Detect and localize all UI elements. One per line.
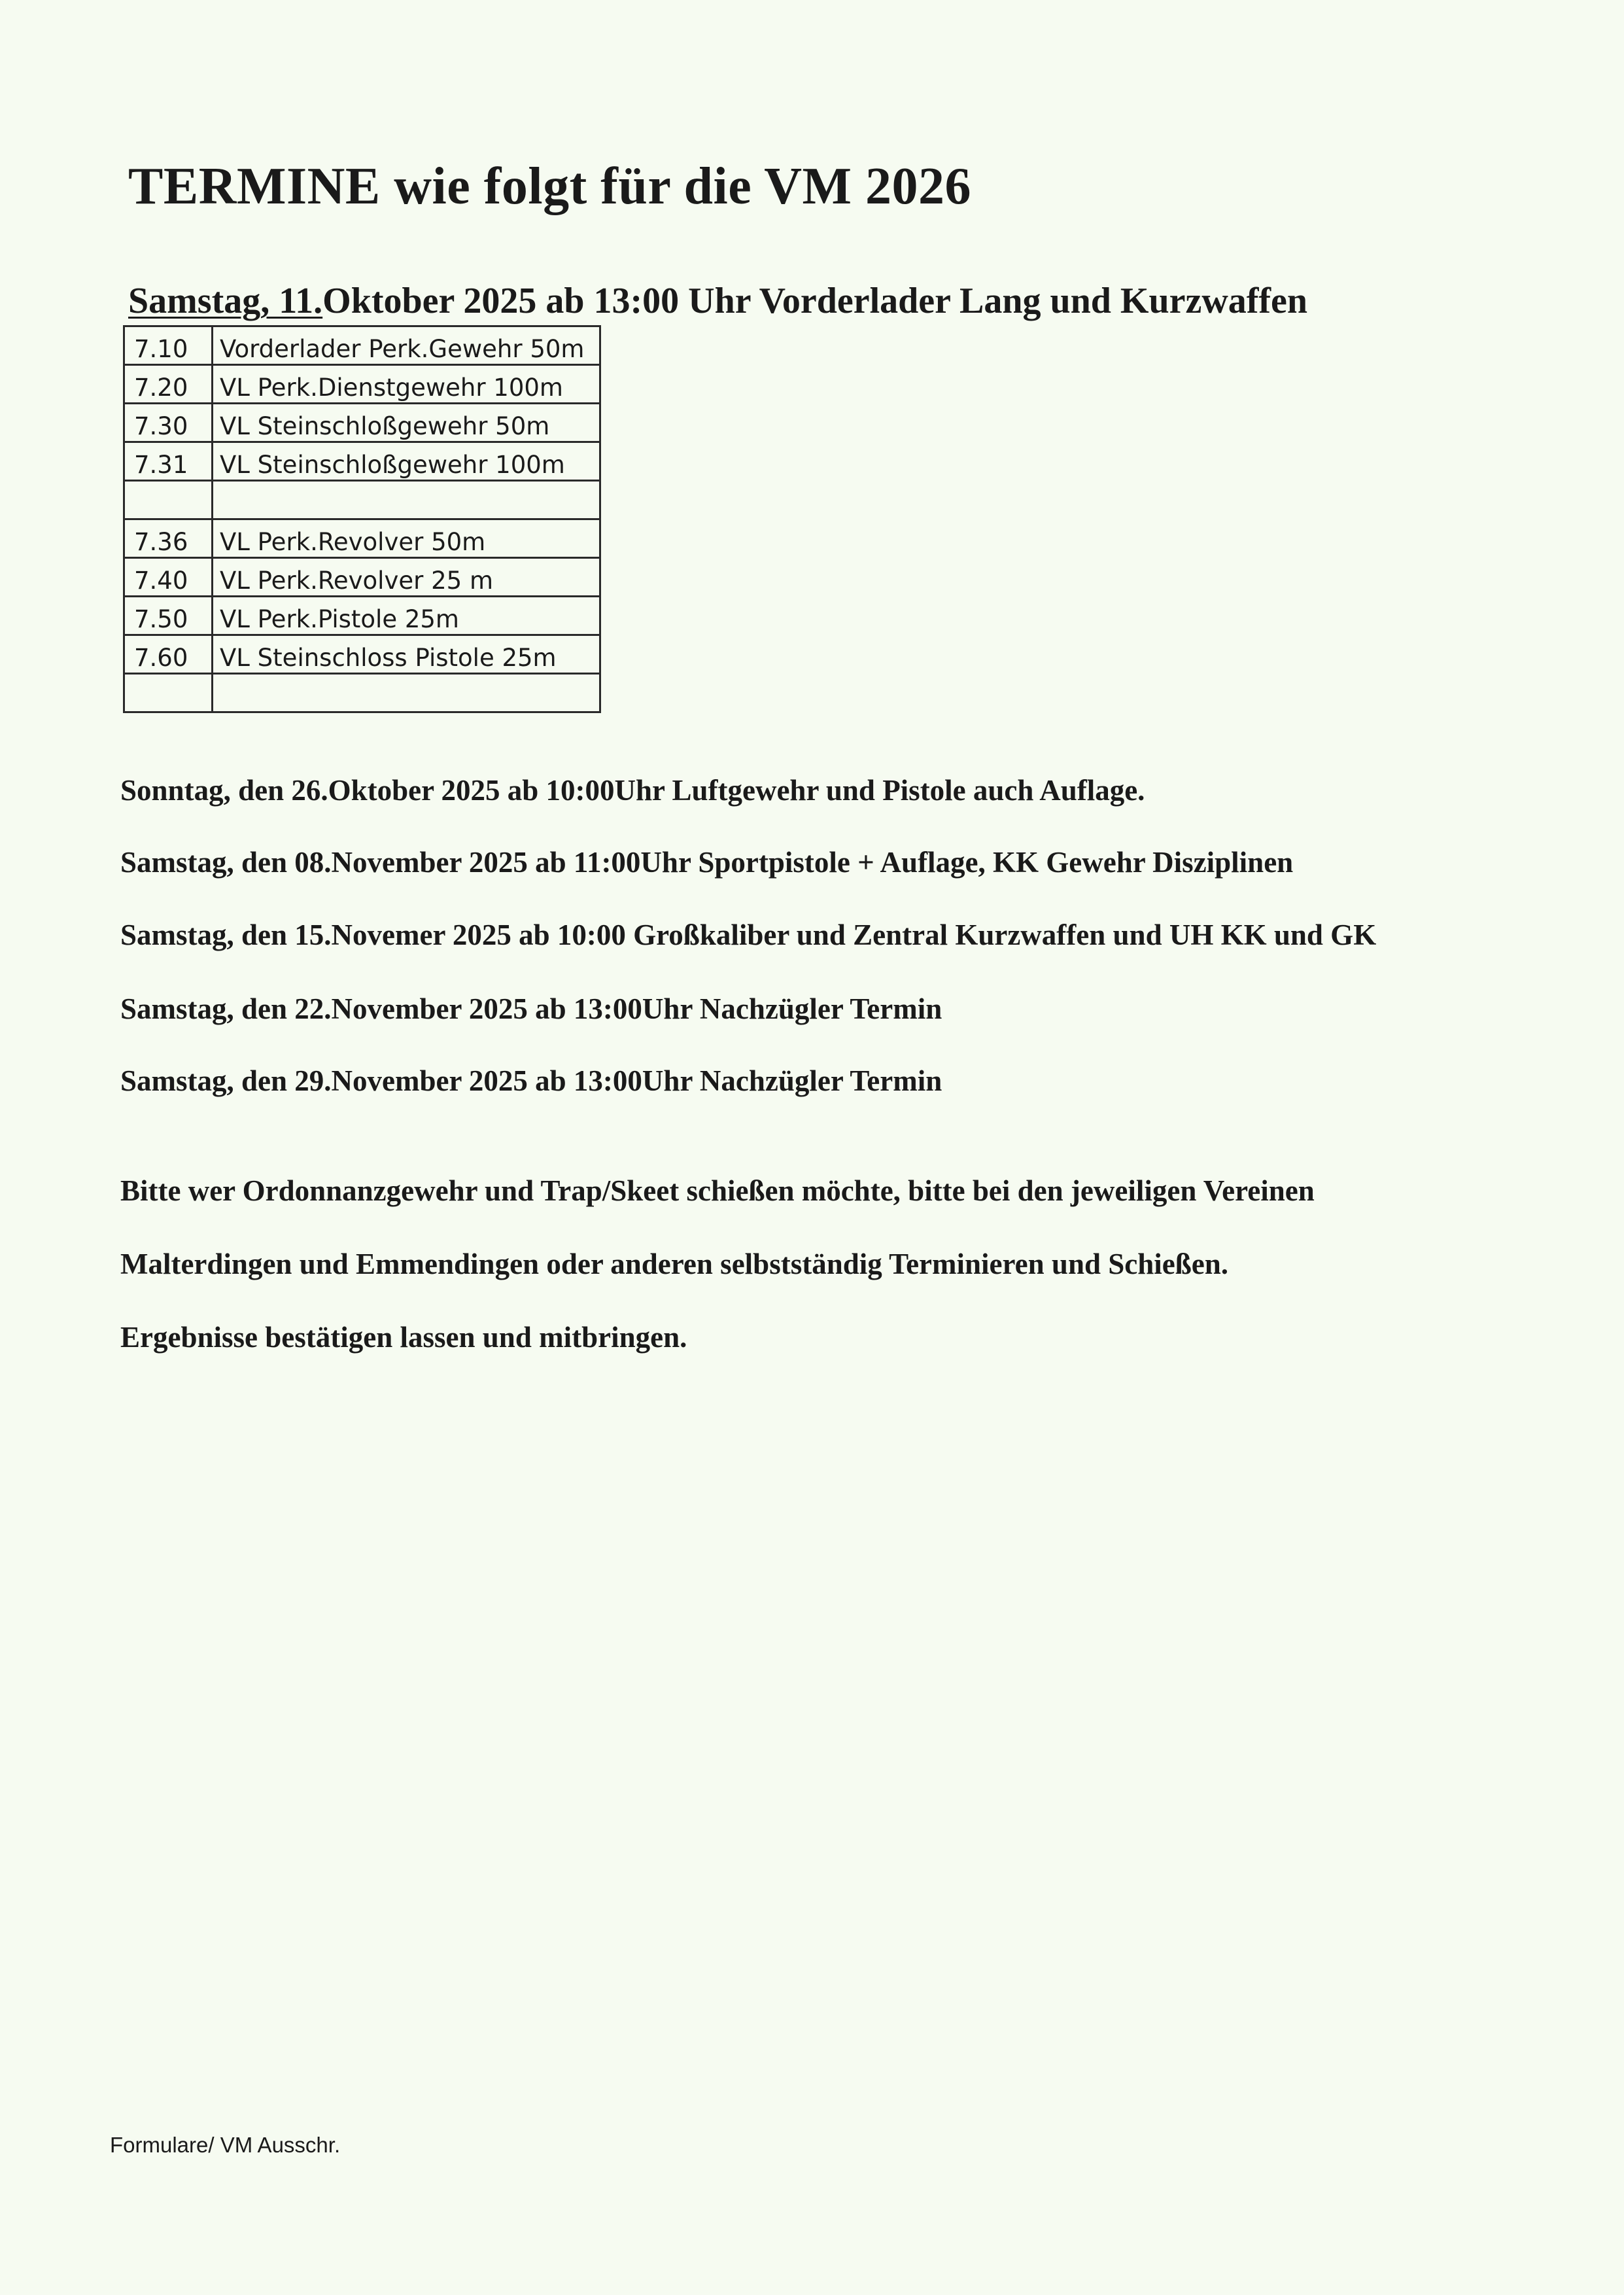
discipline-code: 7.10 — [124, 326, 213, 365]
date-line: Samstag, den 22.November 2025 ab 13:00Uhr Nachzügler Termin — [120, 992, 942, 1025]
discipline-name — [213, 481, 600, 519]
table-row — [124, 519, 600, 558]
date-line: Samstag, den 08.November 2025 ab 11:00Uhr Sportpistole + Auflage, KK Gewehr Disziplinen — [120, 846, 1294, 879]
date-line: Samstag, den 15.Novemer 2025 ab 10:00 Großkaliber und Zentral Kurzwaffen und UH KK und GK — [120, 919, 1377, 951]
table-row — [124, 442, 600, 481]
discipline-name: VL Steinschloßgewehr 50m — [213, 404, 600, 442]
table-row-empty — [124, 481, 600, 519]
discipline-name: VL Perk.Revolver 25 m — [213, 558, 600, 597]
note-line: Ergebnisse bestätigen lassen und mitbringen. — [120, 1321, 687, 1354]
discipline-code — [124, 481, 213, 519]
discipline-code: 7.50 — [124, 597, 213, 635]
date-line: Samstag, den 29.November 2025 ab 13:00Uhr Nachzügler Termin — [120, 1064, 942, 1097]
table-row — [124, 326, 600, 365]
footer-text: Formulare/ VM Ausschr. — [110, 2133, 341, 2157]
discipline-code: 7.36 — [124, 519, 213, 558]
table-row — [124, 365, 600, 404]
discipline-name: VL Perk.Pistole 25m — [213, 597, 600, 635]
table-row — [124, 597, 600, 635]
discipline-code: 7.31 — [124, 442, 213, 481]
table-row-empty — [124, 674, 600, 712]
discipline-name: VL Perk.Revolver 50m — [213, 519, 600, 558]
discipline-code: 7.60 — [124, 635, 213, 674]
table-row — [124, 635, 600, 674]
date-line: Sonntag, den 26.Oktober 2025 ab 10:00Uhr Luftgewehr und Pistole auch Auflage. — [120, 774, 1145, 807]
page-title: TERMINE wie folgt für die VM 2026 — [128, 158, 972, 215]
first-date-underlined: Samstag, 11. — [128, 281, 323, 321]
discipline-table — [123, 325, 601, 713]
discipline-code: 7.40 — [124, 558, 213, 597]
discipline-name: VL Perk.Dienstgewehr 100m — [213, 365, 600, 404]
table-row — [124, 558, 600, 597]
discipline-code — [124, 674, 213, 712]
discipline-code: 7.30 — [124, 404, 213, 442]
note-line: Malterdingen und Emmendingen oder anderen selbstständig Terminieren und Schießen. — [120, 1248, 1229, 1280]
discipline-name: VL Steinschloss Pistole 25m — [213, 635, 600, 674]
discipline-name: VL Steinschloßgewehr 100m — [213, 442, 600, 481]
discipline-code: 7.20 — [124, 365, 213, 404]
first-date-rest: Oktober 2025 ab 13:00 Uhr Vorderlader Lang und Kurzwaffen — [322, 281, 1308, 321]
note-line: Bitte wer Ordonnanzgewehr und Trap/Skeet schießen möchte, bitte bei den jeweiligen Vereinen — [120, 1174, 1315, 1207]
first-date-heading — [128, 280, 1307, 322]
discipline-name: Vorderlader Perk.Gewehr 50m — [213, 326, 600, 365]
discipline-name — [213, 674, 600, 712]
table-row — [124, 404, 600, 442]
